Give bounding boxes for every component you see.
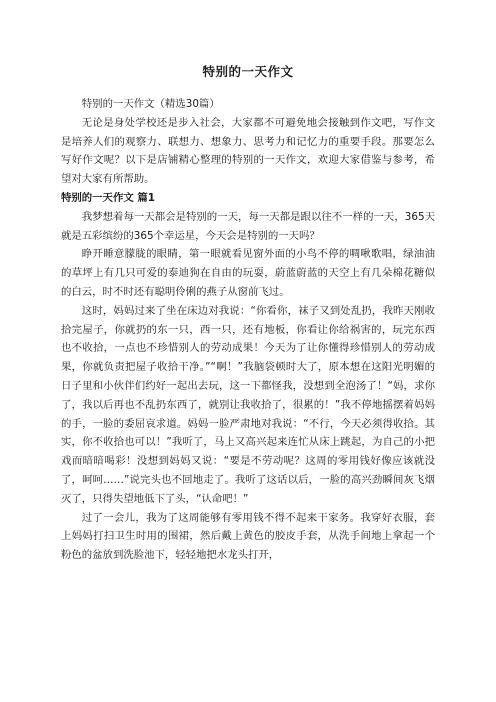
document-subtitle: 特别的一天作文（精选30篇） bbox=[81, 98, 220, 110]
body-paragraph: 过了一会儿，我为了这周能够有零用钱不得不起来干家务。我穿好衣服，套上妈妈打扫卫生时用的围裙，然后戴上黄色的胶皮手套，从洗手间地上拿起一个粉色的盆放到洗脸池下，轻轻地把水龙头打开， bbox=[61, 511, 435, 562]
page-title: 特别的一天作文 bbox=[202, 64, 294, 79]
body-paragraph: 睁开睡意朦胧的眼睛，第一眼就看见窗外面的小鸟不停的啁啾歌唱，绿油油的草坪上有几只可爱的泰迪狗在自由的玩耍，蔚蓝蔚蓝的天空上有几朵棉花糖似的白云，时不时还有聪明伶俐的燕子从窗前飞过。 bbox=[61, 248, 435, 298]
body-paragraph: 这时，妈妈过来了坐在床边对我说：“你看你，袜子又到处乱扔，我昨天刚收拾完屋子，你就扔的东一只，西一只，还有地板，你看让你给祸害的，玩完东西也不收拾，一点也不珍惜别人的劳动成果！今天为了让你懂得珍惜别人的劳动成果，你就负责把屋子收拾干净。”“啊！”我脑袋顿时大了，原本想在这阳光明媚的日子里和小伙伴们约好一起出去玩，这一下都怪我，没想到全泡汤了！“妈，求你了，我以后再也不乱扔东西了，就别让我收拾了，很累的！”我不停地摇摆着妈妈的手，一脸的委屈哀求道。妈妈一脸严肃地对我说：“不行，今天必须得收拾。其实，你不收拾也可以！”我听了，马上又高兴起来连忙从床上跳起，为自己的小把戏而暗暗喝彩！没想到妈妈又说：“要是不劳动呢？这周的零用钱好像应该就没了，呵呵……”说完头也不回地走了。我听了这话以后，一脸的高兴劲瞬间灰飞烟灭了，只得失望地低下了头，“认命吧！” bbox=[61, 304, 435, 505]
body-paragraph: 我梦想着每一天都会是特别的一天，每一天都是跟以往不一样的一天，365天就是五彩缤纷的365个幸运星，今天会是特别的一天吗？ bbox=[61, 210, 435, 242]
intro-paragraph: 无论是身处学校还是步入社会，大家都不可避免地会接触到作文吧，写作文是培养人们的观察力、联想力、想象力、思考力和记忆力的重要手段。那要怎么写好作文呢？以下是店铺精心整理的特别的一天作文，欢迎大家借鉴与参考，希望对大家有所帮助。 bbox=[61, 116, 435, 186]
document-body bbox=[61, 95, 435, 565]
section-heading: 特别的一天作文 篇1 bbox=[61, 191, 155, 204]
